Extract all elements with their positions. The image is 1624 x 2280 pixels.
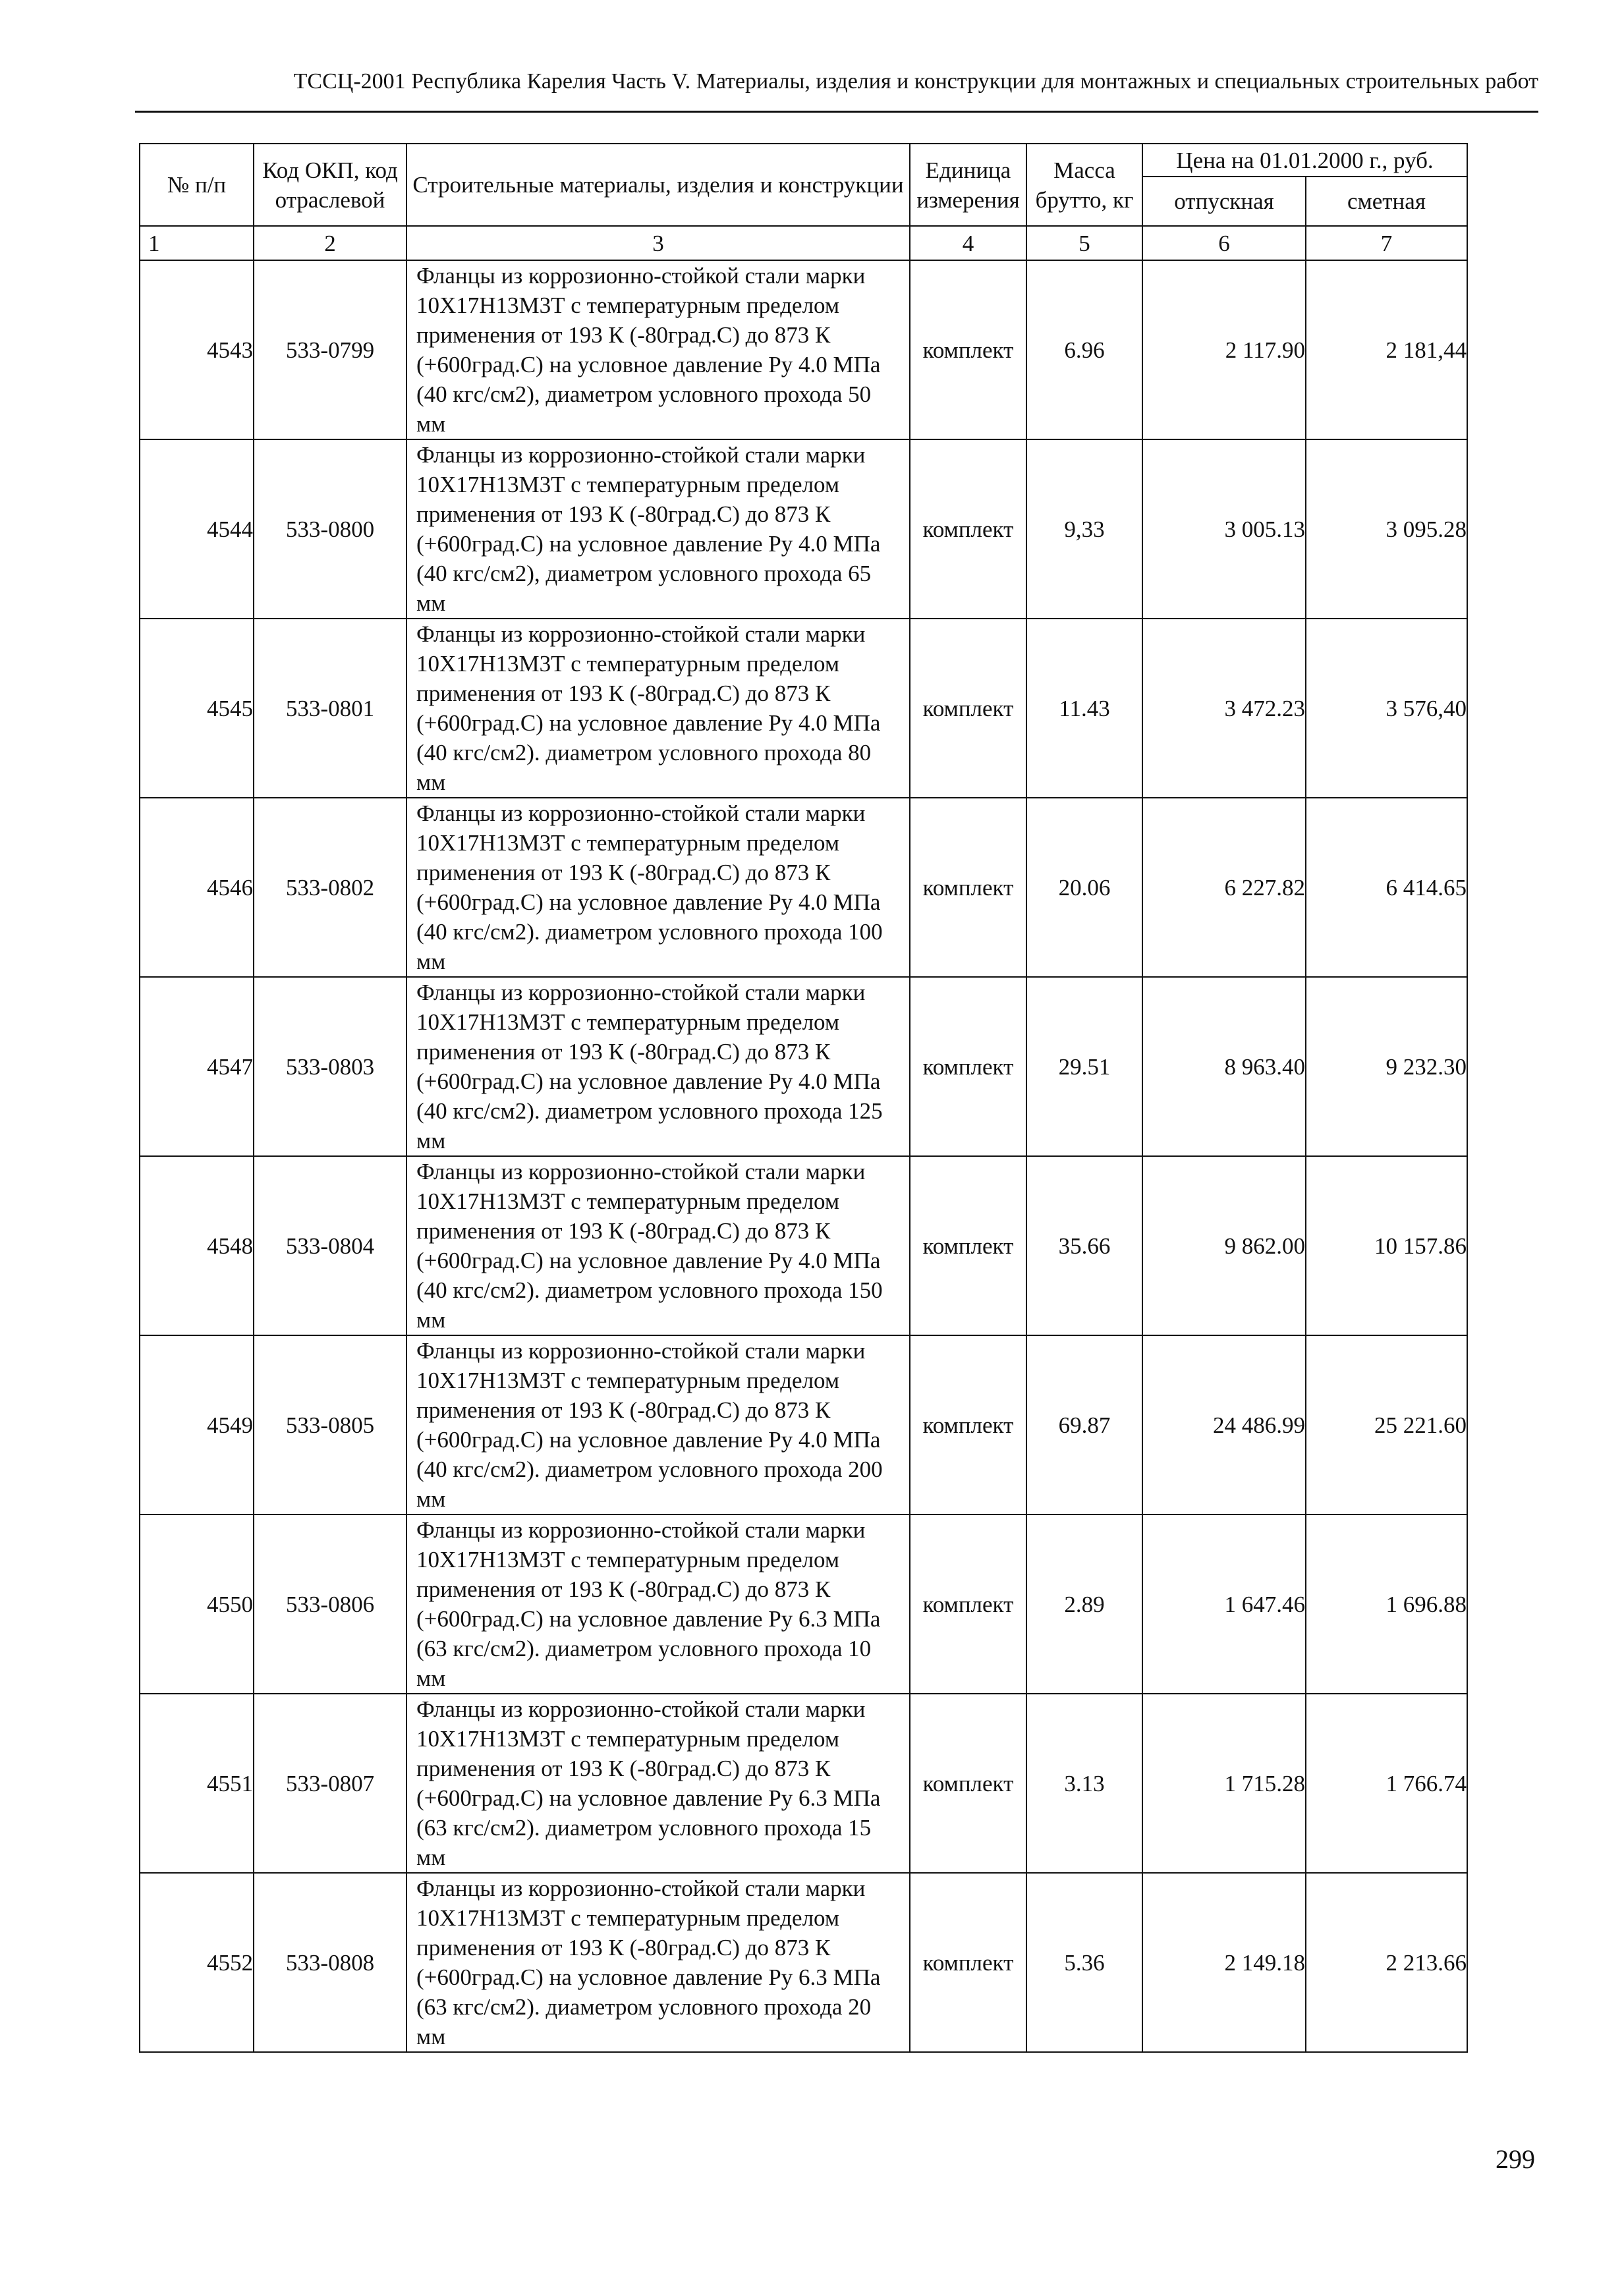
row-code: 533-0800: [254, 439, 406, 619]
row-code: 533-0803: [254, 977, 406, 1156]
row-mass: 3.13: [1026, 1694, 1142, 1873]
col-header-price-estimate: сметная: [1306, 177, 1467, 226]
col-number: 4: [910, 226, 1026, 260]
row-num: 4544: [140, 439, 254, 619]
row-price-release: 2 117.90: [1142, 260, 1306, 439]
row-price-release: 2 149.18: [1142, 1873, 1306, 2052]
row-price-release: 3 472.23: [1142, 619, 1306, 798]
row-num: 4551: [140, 1694, 254, 1873]
row-price-estimate: 1 766.74: [1306, 1694, 1467, 1873]
row-mass: 6.96: [1026, 260, 1142, 439]
row-price-release: 1 647.46: [1142, 1515, 1306, 1694]
row-num: 4550: [140, 1515, 254, 1694]
row-unit: комплект: [910, 1694, 1026, 1873]
table-row: [140, 439, 1467, 619]
row-mass: 29.51: [1026, 977, 1142, 1156]
row-description: Фланцы из коррозионно-стойкой стали марки 10Х17Н13М3Т с температурным пределом применения от 193 К (-80град.С) до 873 К (+600град.С) на условное давление Ру 6.3 МПа (63 кгс/см2). диаметром условного прохода 10 мм: [406, 1515, 910, 1694]
row-description: Фланцы из коррозионно-стойкой стали марки 10Х17Н13М3Т с температурным пределом применения от 193 К (-80град.С) до 873 К (+600град.С) на условное давление Ру 4.0 МПа (40 кгс/см2). диаметром условного прохода 100 мм: [406, 798, 910, 977]
table-row: [140, 1873, 1467, 2052]
row-num: 4545: [140, 619, 254, 798]
table-row: [140, 1515, 1467, 1694]
col-header-name: Строительные материалы, изделия и конструкции: [406, 144, 910, 226]
row-code: 533-0802: [254, 798, 406, 977]
col-header-unit: Единица измерения: [910, 144, 1026, 226]
col-number: 6: [1142, 226, 1306, 260]
row-price-estimate: 1 696.88: [1306, 1515, 1467, 1694]
row-price-estimate: 3 576,40: [1306, 619, 1467, 798]
row-price-release: 8 963.40: [1142, 977, 1306, 1156]
col-number: 2: [254, 226, 406, 260]
col-number: 3: [406, 226, 910, 260]
row-code: 533-0804: [254, 1156, 406, 1335]
row-description: Фланцы из коррозионно-стойкой стали марки 10Х17Н13М3Т с температурным пределом применения от 193 К (-80град.С) до 873 К (+600град.С) на условное давление Ру 6.3 МПа (63 кгс/см2). диаметром условного прохода 15 мм: [406, 1694, 910, 1873]
row-mass: 69.87: [1026, 1335, 1142, 1515]
row-num: 4549: [140, 1335, 254, 1515]
row-price-estimate: 25 221.60: [1306, 1335, 1467, 1515]
row-mass: 35.66: [1026, 1156, 1142, 1335]
table-body: [140, 260, 1467, 2052]
row-unit: комплект: [910, 260, 1026, 439]
row-description: Фланцы из коррозионно-стойкой стали марки 10Х17Н13М3Т с температурным пределом применения от 193 К (-80град.С) до 873 К (+600град.С) на условное давление Ру 6.3 МПа (63 кгс/см2). диаметром условного прохода 20 мм: [406, 1873, 910, 2052]
row-price-release: 6 227.82: [1142, 798, 1306, 977]
row-mass: 9,33: [1026, 439, 1142, 619]
row-code: 533-0799: [254, 260, 406, 439]
row-unit: комплект: [910, 1873, 1026, 2052]
row-mass: 5.36: [1026, 1873, 1142, 2052]
row-description: Фланцы из коррозионно-стойкой стали марки 10Х17Н13М3Т с температурным пределом применения от 193 К (-80град.С) до 873 К (+600град.С) на условное давление Ру 4.0 МПа (40 кгс/см2). диаметром условного прохода 80 мм: [406, 619, 910, 798]
row-unit: комплект: [910, 1335, 1026, 1515]
row-price-estimate: 10 157.86: [1306, 1156, 1467, 1335]
row-num: 4543: [140, 260, 254, 439]
col-number: 1: [140, 226, 254, 260]
row-description: Фланцы из коррозионно-стойкой стали марки 10Х17Н13М3Т с температурным пределом применения от 193 К (-80град.С) до 873 К (+600град.С) на условное давление Ру 4.0 МПа (40 кгс/см2), диаметром условного прохода 50 мм: [406, 260, 910, 439]
row-price-estimate: 3 095.28: [1306, 439, 1467, 619]
row-num: 4552: [140, 1873, 254, 2052]
row-unit: комплект: [910, 439, 1026, 619]
table-row: [140, 1694, 1467, 1873]
row-price-release: 1 715.28: [1142, 1694, 1306, 1873]
row-unit: комплект: [910, 619, 1026, 798]
price-table: [139, 143, 1468, 2053]
row-num: 4546: [140, 798, 254, 977]
table-row: [140, 1335, 1467, 1515]
row-description: Фланцы из коррозионно-стойкой стали марки 10Х17Н13М3Т с температурным пределом применения от 193 К (-80град.С) до 873 К (+600град.С) на условное давление Ру 4.0 МПа (40 кгс/см2), диаметром условного прохода 65 мм: [406, 439, 910, 619]
row-mass: 20.06: [1026, 798, 1142, 977]
row-unit: комплект: [910, 798, 1026, 977]
running-header: ТССЦ-2001 Республика Карелия Часть V. Материалы, изделия и конструкции для монтажных и специальных строительных работ: [293, 69, 1538, 94]
col-number: 5: [1026, 226, 1142, 260]
row-mass: 11.43: [1026, 619, 1142, 798]
col-header-mass: Масса брутто, кг: [1026, 144, 1142, 226]
col-number: 7: [1306, 226, 1467, 260]
row-price-estimate: 6 414.65: [1306, 798, 1467, 977]
row-price-release: 3 005.13: [1142, 439, 1306, 619]
row-num: 4548: [140, 1156, 254, 1335]
row-price-estimate: 9 232.30: [1306, 977, 1467, 1156]
row-unit: комплект: [910, 977, 1026, 1156]
row-price-release: 9 862.00: [1142, 1156, 1306, 1335]
table-row: [140, 260, 1467, 439]
row-description: Фланцы из коррозионно-стойкой стали марки 10Х17Н13М3Т с температурным пределом применения от 193 К (-80град.С) до 873 К (+600град.С) на условное давление Ру 4.0 МПа (40 кгс/см2). диаметром условного прохода 200 мм: [406, 1335, 910, 1515]
col-header-num: № п/п: [140, 144, 254, 226]
row-code: 533-0807: [254, 1694, 406, 1873]
table-row: [140, 977, 1467, 1156]
header-divider: [135, 111, 1538, 113]
table-row: [140, 1156, 1467, 1335]
row-price-estimate: 2 213.66: [1306, 1873, 1467, 2052]
table-row: [140, 798, 1467, 977]
row-code: 533-0806: [254, 1515, 406, 1694]
row-unit: комплект: [910, 1515, 1026, 1694]
row-unit: комплект: [910, 1156, 1026, 1335]
row-price-release: 24 486.99: [1142, 1335, 1306, 1515]
row-code: 533-0808: [254, 1873, 406, 2052]
row-description: Фланцы из коррозионно-стойкой стали марки 10Х17Н13М3Т с температурным пределом применения от 193 К (-80град.С) до 873 К (+600град.С) на условное давление Ру 4.0 МПа (40 кгс/см2). диаметром условного прохода 150 мм: [406, 1156, 910, 1335]
row-price-estimate: 2 181,44: [1306, 260, 1467, 439]
row-mass: 2.89: [1026, 1515, 1142, 1694]
row-num: 4547: [140, 977, 254, 1156]
row-code: 533-0805: [254, 1335, 406, 1515]
table-row: [140, 619, 1467, 798]
page-number: 299: [1496, 2144, 1535, 2174]
row-description: Фланцы из коррозионно-стойкой стали марки 10Х17Н13М3Т с температурным пределом применения от 193 К (-80град.С) до 873 К (+600град.С) на условное давление Ру 4.0 МПа (40 кгс/см2). диаметром условного прохода 125 мм: [406, 977, 910, 1156]
col-header-price-release: отпускная: [1142, 177, 1306, 226]
col-header-price-group: Цена на 01.01.2000 г., руб.: [1142, 144, 1467, 177]
col-header-code: Код ОКП, код отраслевой: [254, 144, 406, 226]
row-code: 533-0801: [254, 619, 406, 798]
